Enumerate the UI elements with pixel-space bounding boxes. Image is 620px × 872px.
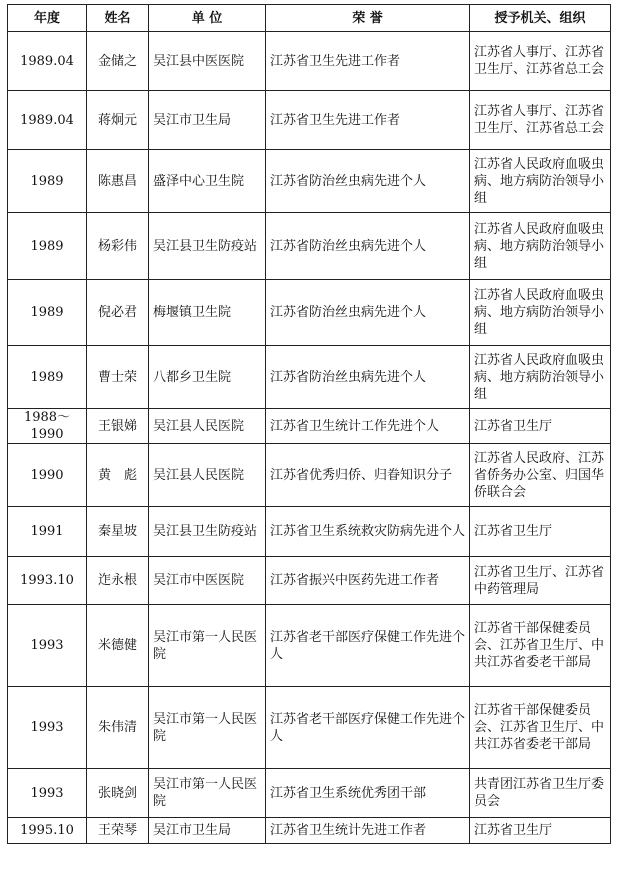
cell-year: 1989 — [8, 213, 87, 280]
table-header-row — [8, 5, 611, 32]
cell-year: 1993 — [8, 769, 87, 818]
cell-org: 共青团江苏省卫生厅委员会 — [470, 769, 611, 818]
cell-org: 江苏省卫生厅、江苏省中药管理局 — [470, 557, 611, 605]
cell-unit: 吴江市第一人民医院 — [149, 687, 266, 769]
cell-year: 1993.10 — [8, 557, 87, 605]
cell-org: 江苏省人民政府血吸虫病、地方病防治领导小组 — [470, 213, 611, 280]
header-name: 姓名 — [87, 5, 149, 32]
cell-name: 金储之 — [87, 32, 149, 91]
cell-unit: 吴江县中医医院 — [149, 32, 266, 91]
cell-name: 朱伟清 — [87, 687, 149, 769]
cell-year: 1995.10 — [8, 818, 87, 844]
table-row — [8, 280, 611, 346]
cell-name: 张晓剑 — [87, 769, 149, 818]
cell-unit: 吴江市中医医院 — [149, 557, 266, 605]
honors-table — [7, 4, 611, 844]
cell-name: 倪必君 — [87, 280, 149, 346]
cell-year: 1989 — [8, 150, 87, 213]
cell-year: 1989 — [8, 280, 87, 346]
table-row — [8, 346, 611, 409]
cell-year: 1988～1990 — [8, 409, 87, 444]
cell-honor: 江苏省老干部医疗保健工作先进个人 — [266, 687, 470, 769]
cell-org: 江苏省干部保健委员会、江苏省卫生厅、中共江苏省委老干部局 — [470, 687, 611, 769]
cell-honor: 江苏省老干部医疗保健工作先进个人 — [266, 605, 470, 687]
cell-org: 江苏省人民政府血吸虫病、地方病防治领导小组 — [470, 346, 611, 409]
header-org: 授予机关、组织 — [470, 5, 611, 32]
cell-honor: 江苏省卫生先进工作者 — [266, 32, 470, 91]
table-row — [8, 557, 611, 605]
cell-year: 1989 — [8, 346, 87, 409]
cell-honor: 江苏省卫生统计先进工作者 — [266, 818, 470, 844]
cell-honor: 江苏省卫生系统优秀团干部 — [266, 769, 470, 818]
cell-honor: 江苏省防治丝虫病先进个人 — [266, 213, 470, 280]
table-row — [8, 769, 611, 818]
cell-honor: 江苏省防治丝虫病先进个人 — [266, 280, 470, 346]
cell-name: 秦星坡 — [87, 507, 149, 557]
cell-year: 1993 — [8, 687, 87, 769]
table-row — [8, 32, 611, 91]
cell-year: 1993 — [8, 605, 87, 687]
cell-org: 江苏省卫生厅 — [470, 409, 611, 444]
cell-unit: 吴江市第一人民医院 — [149, 769, 266, 818]
cell-name: 王荣琴 — [87, 818, 149, 844]
table-row — [8, 687, 611, 769]
cell-org: 江苏省人事厅、江苏省卫生厅、江苏省总工会 — [470, 32, 611, 91]
table-row — [8, 444, 611, 507]
cell-unit: 吴江县卫生防疫站 — [149, 507, 266, 557]
cell-name: 曹士荣 — [87, 346, 149, 409]
cell-org: 江苏省人民政府血吸虫病、地方病防治领导小组 — [470, 280, 611, 346]
cell-honor: 江苏省优秀归侨、归眷知识分子 — [266, 444, 470, 507]
cell-year: 1991 — [8, 507, 87, 557]
table-row — [8, 213, 611, 280]
table-row — [8, 507, 611, 557]
header-year: 年度 — [8, 5, 87, 32]
cell-org: 江苏省人民政府血吸虫病、地方病防治领导小组 — [470, 150, 611, 213]
cell-org: 江苏省人民政府、江苏省侨务办公室、归国华侨联合会 — [470, 444, 611, 507]
cell-unit: 吴江市卫生局 — [149, 818, 266, 844]
cell-unit: 吴江县人民医院 — [149, 409, 266, 444]
cell-name: 王银娣 — [87, 409, 149, 444]
table-row — [8, 150, 611, 213]
cell-name: 黄 彪 — [87, 444, 149, 507]
table-row — [8, 409, 611, 444]
cell-unit: 梅堰镇卫生院 — [149, 280, 266, 346]
cell-honor: 江苏省振兴中医药先进工作者 — [266, 557, 470, 605]
cell-unit: 吴江县卫生防疫站 — [149, 213, 266, 280]
cell-name: 蒋炯元 — [87, 91, 149, 150]
cell-honor: 江苏省卫生统计工作先进个人 — [266, 409, 470, 444]
cell-year: 1989.04 — [8, 91, 87, 150]
table-row — [8, 91, 611, 150]
cell-unit: 吴江市卫生局 — [149, 91, 266, 150]
cell-unit: 吴江县人民医院 — [149, 444, 266, 507]
cell-name: 迮永根 — [87, 557, 149, 605]
cell-org: 江苏省人事厅、江苏省卫生厅、江苏省总工会 — [470, 91, 611, 150]
cell-honor: 江苏省卫生先进工作者 — [266, 91, 470, 150]
cell-unit: 八都乡卫生院 — [149, 346, 266, 409]
cell-name: 米德健 — [87, 605, 149, 687]
cell-name: 陈惠昌 — [87, 150, 149, 213]
cell-org: 江苏省卫生厅 — [470, 507, 611, 557]
cell-year: 1990 — [8, 444, 87, 507]
header-unit: 单 位 — [149, 5, 266, 32]
cell-honor: 江苏省防治丝虫病先进个人 — [266, 346, 470, 409]
header-honor: 荣 誉 — [266, 5, 470, 32]
table-row — [8, 605, 611, 687]
cell-honor: 江苏省防治丝虫病先进个人 — [266, 150, 470, 213]
table-row — [8, 818, 611, 844]
cell-honor: 江苏省卫生系统救灾防病先进个人 — [266, 507, 470, 557]
cell-org: 江苏省卫生厅 — [470, 818, 611, 844]
cell-name: 杨彩伟 — [87, 213, 149, 280]
cell-year: 1989.04 — [8, 32, 87, 91]
cell-org: 江苏省干部保健委员会、江苏省卫生厅、中共江苏省委老干部局 — [470, 605, 611, 687]
cell-unit: 盛泽中心卫生院 — [149, 150, 266, 213]
cell-unit: 吴江市第一人民医院 — [149, 605, 266, 687]
